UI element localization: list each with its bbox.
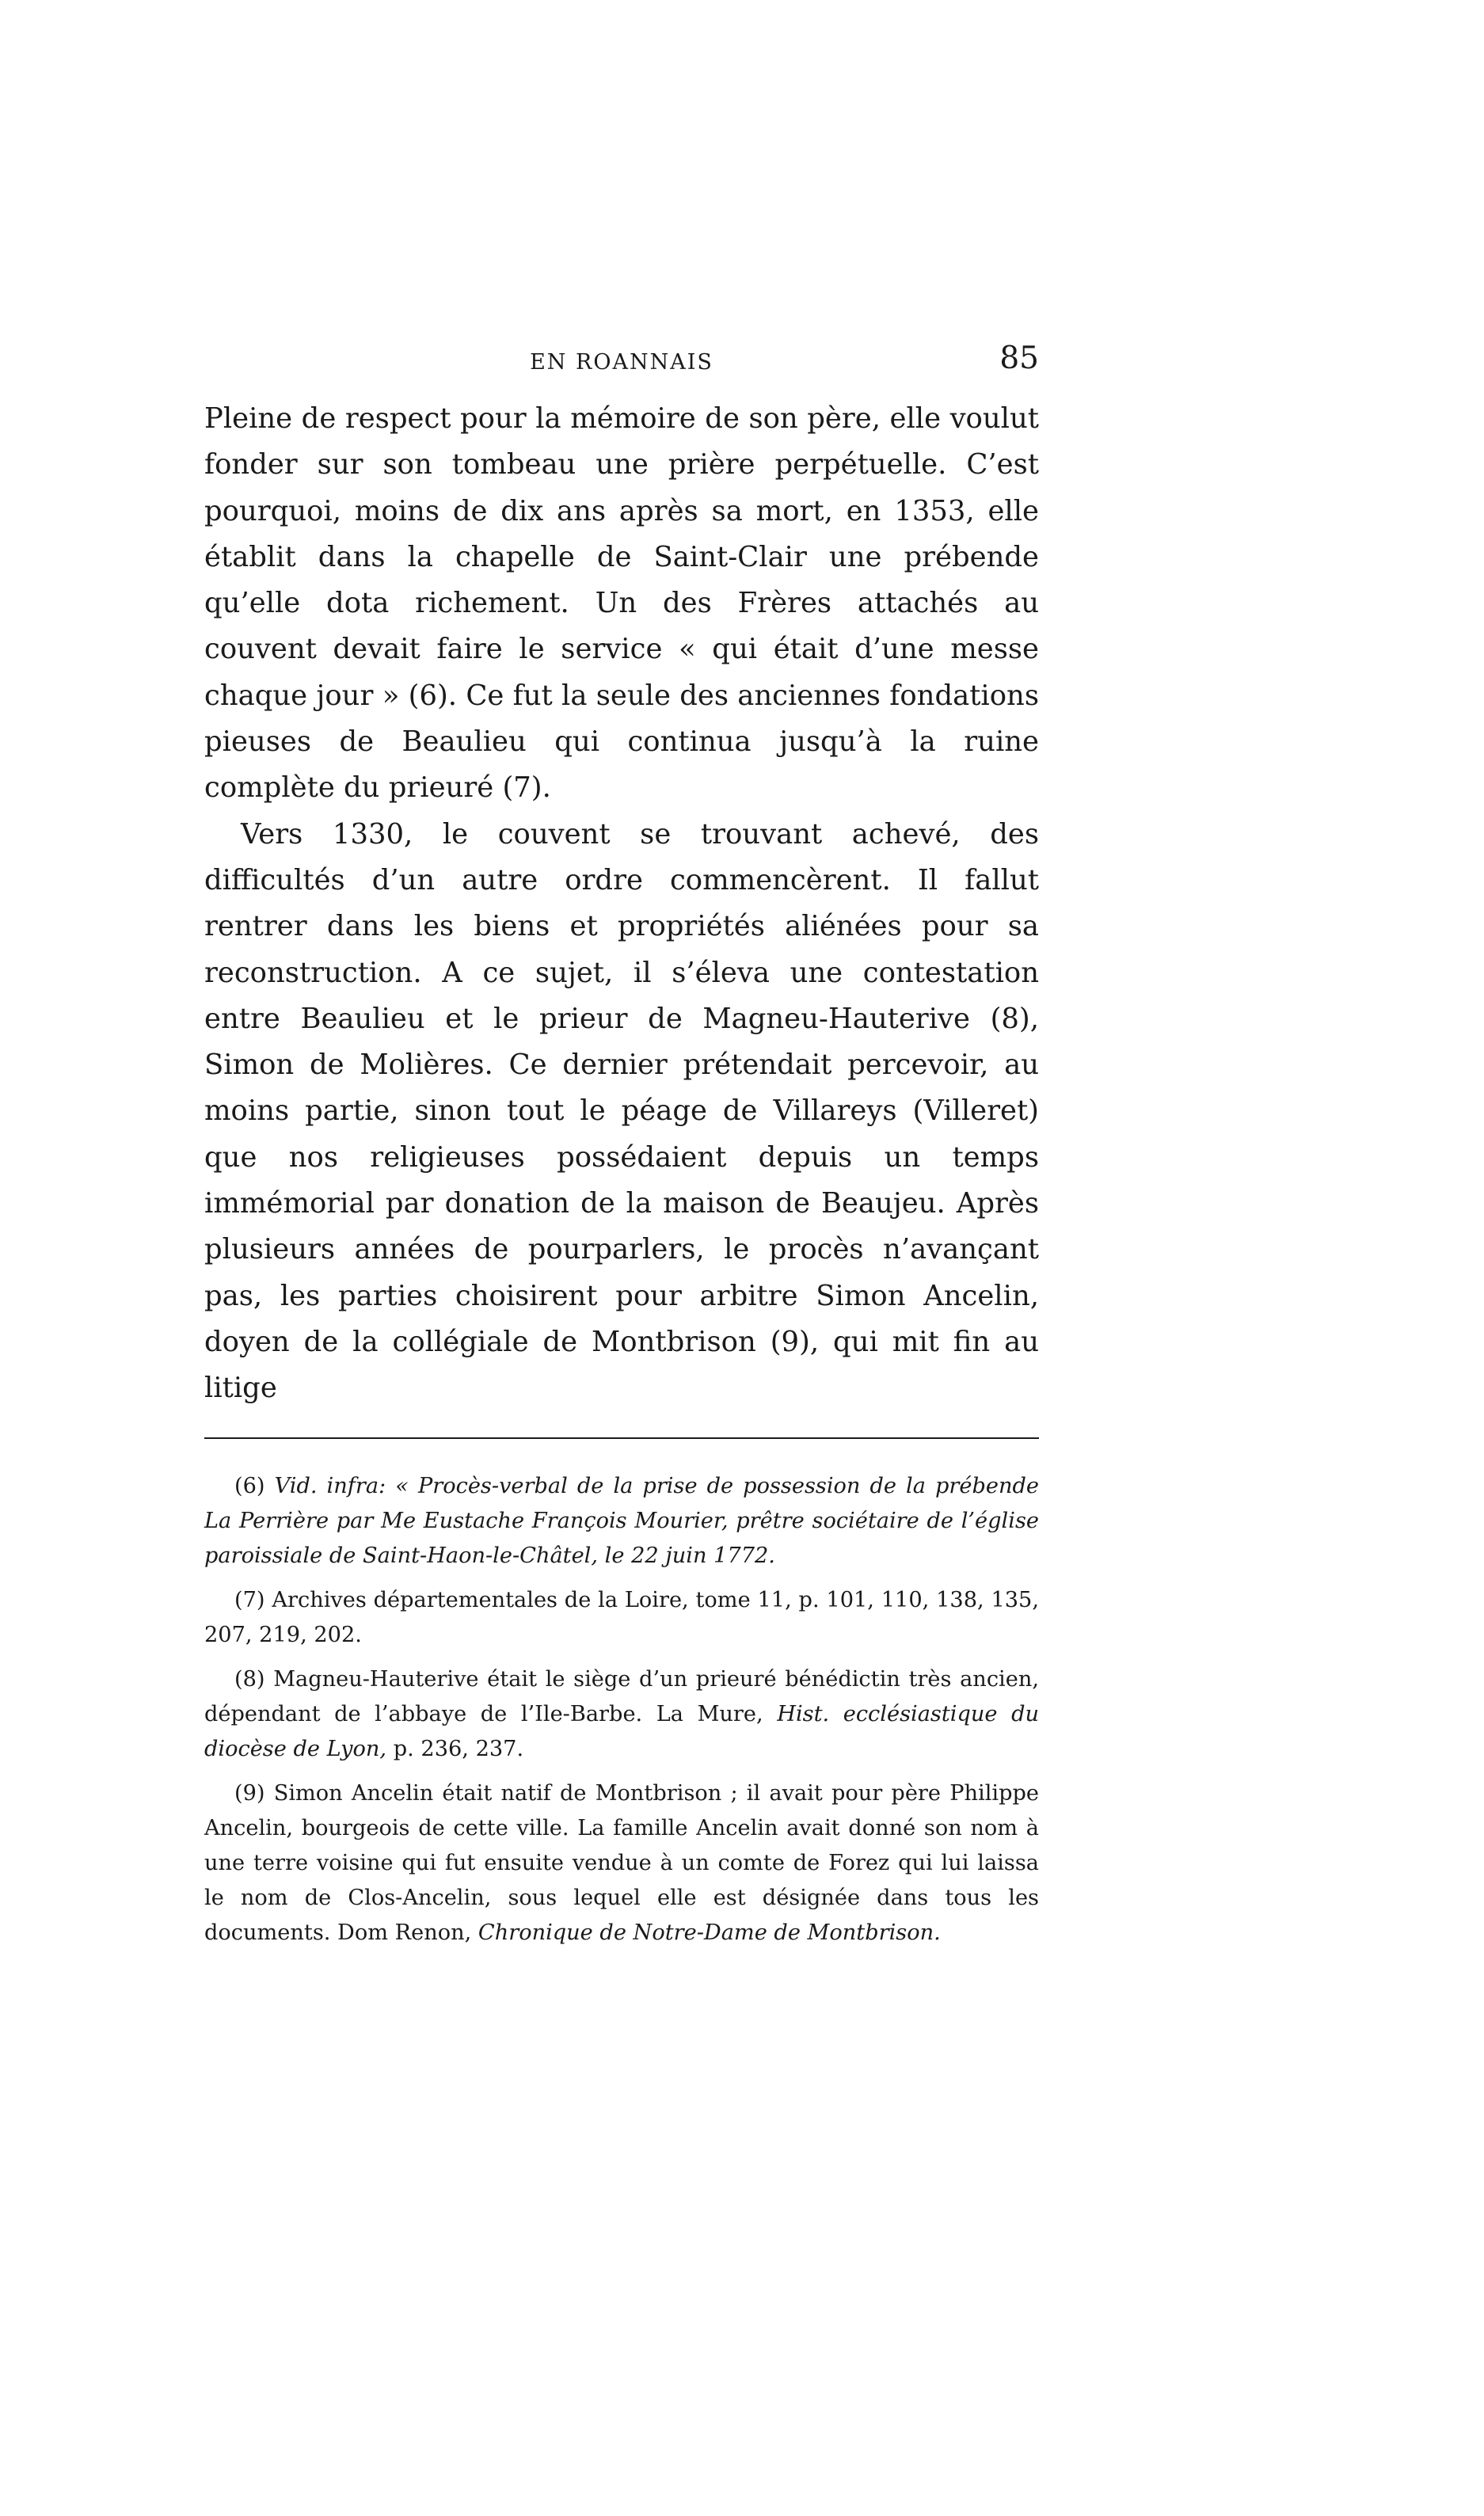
running-title: EN ROANNAIS (530, 350, 713, 375)
book-page (204, 341, 1039, 1951)
footnote-label: (6) (234, 1473, 265, 1498)
footnote-title: Chronique de Notre-Dame de Montbrison. (478, 1920, 941, 1945)
footnote-7 (204, 1583, 1039, 1653)
footnote-label: (9) (234, 1780, 265, 1806)
footnote-text: Simon Ancelin était natif de Montbrison ; il avait pour père Philippe Ancelin, bourgeois de cette ville. La famille Ancelin avait donné son nom à une terre voisine qui fut ensuite vendue à un comte de Forez qui lui laissa le nom de Clos-Ancelin, sous lequel elle est désignée dans tous les documents. Dom Renon, (204, 1780, 1039, 1945)
page-header (204, 341, 1039, 396)
footnote-label: (7) (234, 1587, 265, 1612)
footnote-text: Magneu-Hauterive était le siège d’un prieuré bénédictin très ancien, dépendant de l’abbaye de l’Ile-Barbe. La Mure, (204, 1666, 1039, 1726)
footnote-label: (8) (234, 1666, 265, 1692)
footnotes (204, 1469, 1039, 1951)
footnote-divider (204, 1437, 1039, 1439)
footnote-6 (204, 1469, 1039, 1574)
footnote-text: Archives départementales de la Loire, tome 11, p. 101, 110, 138, 135, 207, 219, 202. (204, 1587, 1039, 1647)
footnote-title: Hist. ecclésiastique du diocèse de Lyon, (204, 1701, 1039, 1761)
footnote-text: Vid. infra: « Procès-verbal de la prise de possession de la prébende La Perrière par Me Eustache François Mourier, prêtre sociétaire de l’église paroissiale de Saint-Haon-le-Châtel, le 22 juin 1772. (204, 1473, 1039, 1568)
paragraph: Vers 1330, le couvent se trouvant achevé, des difficultés d’un autre ordre commencèrent. Il fallut rentrer dans les biens et propriétés aliénées pour sa reconstruction. A ce sujet, il s’éleva une contestation entre Beaulieu et le prieur de Magneu-Hauterive (8), Simon de Molières. Ce dernier prétendait percevoir, au moins partie, sinon tout le péage de Villareys (Villeret) que nos religieuses possédaient depuis un temps immémorial par donation de la maison de Beaujeu. Après plusieurs années de pourparlers, le procès n’avançant pas, les parties choisirent pour arbitre Simon Ancelin, doyen de la collégiale de Montbrison (9), qui mit fin au litige (204, 817, 1039, 1405)
footnote-text: p. 236, 237. (393, 1736, 524, 1761)
page-number: 85 (999, 341, 1039, 376)
footnote-9 (204, 1776, 1039, 1951)
paragraph: Pleine de respect pour la mémoire de son père, elle voulut fonder sur son tombeau une prière perpétuelle. C’est pourquoi, moins de dix ans après sa mort, en 1353, elle établit dans la chapelle de Saint-Clair une prébende qu’elle dota richement. Un des Frères attachés au couvent devait faire le service « qui était d’une messe chaque jour » (6). Ce fut la seule des anciennes fondations pieuses de Beaulieu qui continua jusqu’à la ruine complète du prieuré (7). (204, 402, 1039, 805)
main-text (204, 396, 1039, 1412)
footnote-8 (204, 1662, 1039, 1767)
